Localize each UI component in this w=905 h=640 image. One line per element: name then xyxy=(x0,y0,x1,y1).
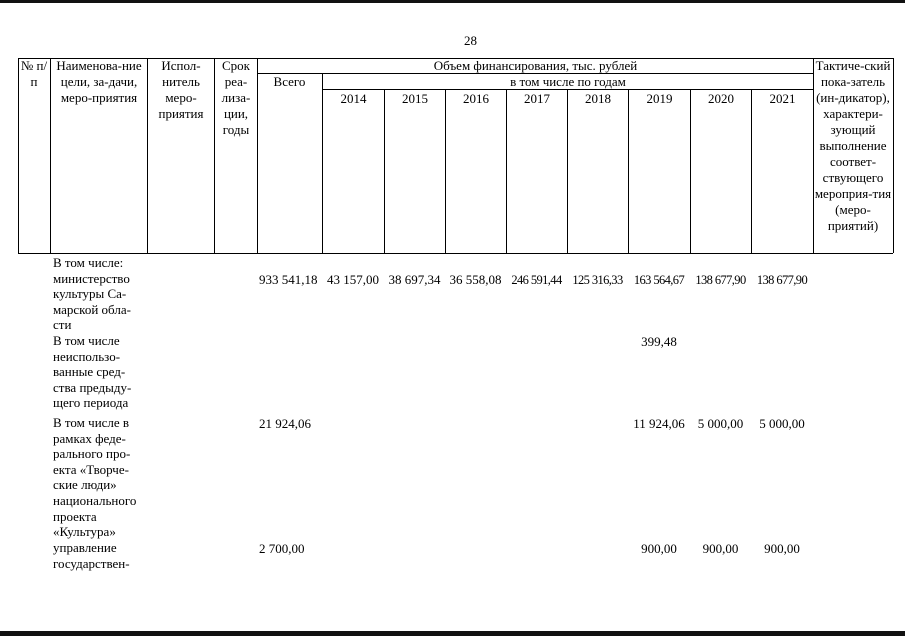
row-value-2019: 900,00 xyxy=(641,541,677,556)
top-border xyxy=(0,0,905,3)
header-year-2021: 2021 xyxy=(769,91,796,106)
row-value-2021: 900,00 xyxy=(764,541,800,556)
row-value-2019: 163 564,67 xyxy=(633,272,685,287)
header-number: № п/п xyxy=(20,58,48,89)
header-year-2014: 2014 xyxy=(340,91,367,106)
row-value-2016: 36 558,08 xyxy=(449,271,502,287)
vline-0 xyxy=(18,58,19,253)
header-year-2020: 2020 xyxy=(708,91,734,106)
row-value-2019: 11 924,06 xyxy=(633,416,685,431)
row-description: В том числе в рамках феде-рального про-екта «Творче-ские люди» национального проекта «Культура» xyxy=(53,415,137,540)
row-value-2019: 399,48 xyxy=(641,334,677,349)
bottom-border xyxy=(0,631,905,636)
row-value-2015: 38 697,34 xyxy=(388,271,441,287)
header-bottom-line xyxy=(18,253,893,254)
header-term: Срок реа-лиза-ции, годы xyxy=(221,58,251,137)
vline-8 xyxy=(506,89,507,253)
row-description: В том числе неиспользо-ванные сред-ства предыду-щего периода xyxy=(53,333,132,411)
vline-3 xyxy=(214,58,215,253)
vline-7 xyxy=(445,89,446,253)
header-indicator: Тактиче-ский пока-затель (ин-дикатор), характери-зующий выполнение соответ-ствующего мероприя-тия (меро-приятий) xyxy=(814,58,892,233)
header-year-2016: 2016 xyxy=(463,91,489,106)
row-value-2021: 5 000,00 xyxy=(759,416,805,431)
row-total: 933 541,18 xyxy=(259,271,318,287)
row-value-2020: 900,00 xyxy=(702,541,739,556)
header-name: Наименова-ние цели, за-дачи, меро-приятия xyxy=(56,58,142,105)
row-value-2021: 138 677,90 xyxy=(756,272,808,287)
row-value-2020: 138 677,90 xyxy=(695,272,746,287)
row-value-2014: 43 157,00 xyxy=(327,271,379,287)
vline-14 xyxy=(893,58,894,253)
row-description: управление государствен- xyxy=(53,540,130,571)
vline-12 xyxy=(751,89,752,253)
vline-11 xyxy=(690,89,691,253)
row-value-2020: 5 000,00 xyxy=(697,416,744,431)
page-number: 28 xyxy=(464,33,477,48)
vline-6 xyxy=(384,89,385,253)
row-value-2018: 125 316,33 xyxy=(572,272,623,287)
vline-10 xyxy=(628,89,629,253)
header-funding-group: Объем финансирования, тыс. рублей xyxy=(433,58,638,73)
vline-1 xyxy=(50,58,51,253)
header-executor: Испол-нитель меро-приятия xyxy=(158,58,204,121)
vline-9 xyxy=(567,89,568,253)
header-year-2018: 2018 xyxy=(585,91,611,106)
vline-2 xyxy=(147,58,148,253)
header-year-2019: 2019 xyxy=(646,91,673,106)
row-description: В том числе: министерство культуры Са-марской обла-сти xyxy=(53,255,131,333)
row-total: 21 924,06 xyxy=(259,416,311,431)
header-year-2017: 2017 xyxy=(524,91,550,106)
row-value-2017: 246 591,44 xyxy=(511,272,562,287)
header-total: Всего xyxy=(273,74,306,89)
header-by-years: в том числе по годам xyxy=(510,74,626,89)
row-total: 2 700,00 xyxy=(259,541,305,556)
header-year-2015: 2015 xyxy=(402,91,428,106)
